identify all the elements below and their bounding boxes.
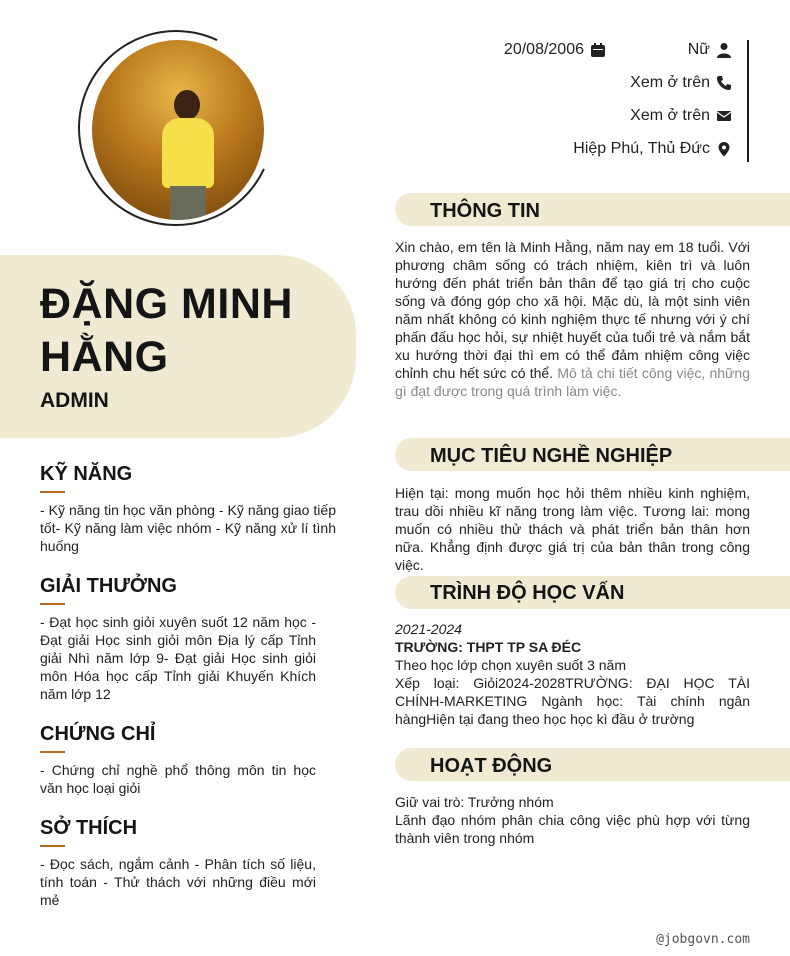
phone-text: Xem ở trên bbox=[630, 74, 710, 91]
awards-title: GIẢI THƯỞNG bbox=[40, 575, 177, 597]
certificates-text: - Chứng chỉ nghề phổ thông môn tin học văn học loại giỏi bbox=[40, 762, 316, 796]
education-school: TRƯỜNG: THPT TP SA ĐÉC bbox=[395, 639, 582, 655]
hobbies-underline bbox=[40, 845, 65, 847]
certificates-title: CHỨNG CHỈ bbox=[40, 723, 156, 745]
skills-title: KỸ NĂNG bbox=[40, 463, 133, 485]
candidate-role: ADMIN bbox=[40, 389, 109, 412]
education-title: TRÌNH ĐỘ HỌC VẤN bbox=[430, 582, 625, 604]
education-line1: Theo học lớp chọn xuyên suốt 3 năm bbox=[395, 657, 626, 673]
hobbies-text: - Đọc sách, ngắm cảnh - Phân tích số liệu, tính toán - Thử thách với những điều mới mẻ bbox=[40, 856, 316, 908]
activities-line2: Lãnh đạo nhóm phân chia công việc phù hợp với từng thành viên trong nhóm bbox=[395, 812, 750, 846]
email-row bbox=[630, 107, 732, 125]
phone-icon bbox=[716, 75, 732, 91]
skills-text: - Kỹ năng tin học văn phòng - Kỹ năng giao tiếp tốt- Kỹ năng làm việc nhóm - Kỹ năng xử lí tình huống bbox=[40, 502, 336, 554]
candidate-name: ĐẶNG MINH HẰNG bbox=[40, 280, 293, 381]
activities-title: HOẠT ĐỘNG bbox=[430, 755, 553, 777]
profile-photo bbox=[92, 40, 264, 220]
activities-line1: Giữ vai trò: Trưởng nhóm bbox=[395, 794, 554, 810]
mail-icon bbox=[716, 108, 732, 124]
education-line2: Xếp loại: Giỏi2024-2028TRƯỜNG: ĐẠI HỌC TÀI CHÍNH-MARKETING Ngành học: Tài chính ngân hàngHiện tại đang theo học học kì đầu ở trường bbox=[395, 675, 750, 727]
location-icon bbox=[716, 141, 732, 157]
education-period: 2021-2024 bbox=[395, 621, 462, 637]
awards-text: - Đạt học sinh giỏi xuyên suốt 12 năm học - Đạt giải Học sinh giỏi môn Địa lý cấp Tỉnh giải Nhì năm lớp 9- Đạt giải Học sinh giỏi môn Hóa học cấp Tỉnh giải Khuyến Khích năm lớp 12 bbox=[40, 614, 316, 702]
objective-text: Hiện tại: mong muốn học hỏi thêm nhiều kinh nghiệm, trau dồi nhiều kĩ năng trong làm việc. Tương lai: mong muốn có nhiều thử thách và phát triển bản thân hơn nữa. Khẳng định được giá trị của bản thân trong công việc. bbox=[395, 485, 750, 573]
calendar-icon bbox=[590, 42, 606, 58]
info-body: Xin chào, em tên là Minh Hằng, năm nay em 18 tuổi. Với phương châm sống có trách nhiệm, kiên trì và luôn hướng đến phát triển bản thân để tạo giá trị cho cuộc sống và đóng góp cho xã hội. Mặc dù, là một sinh viên năm nhất không có kinh nghiệm thực tế nhưng với ý chí phấn đấu học hỏi, sự nhiệt huyết của tuổi trẻ và nắm bắt xu hướng thời đại thì em có thể đảm nhiệm công việc chỉnh chu hết sức có thể. bbox=[395, 239, 750, 381]
phone-row bbox=[630, 74, 732, 92]
address-row bbox=[573, 140, 732, 158]
info-title: THÔNG TIN bbox=[430, 200, 540, 222]
info-placeholder: Mô tả chi tiết công việc, những gì đạt được trong quá trình làm việc. bbox=[395, 365, 750, 399]
info-text bbox=[395, 238, 750, 400]
hobbies-title: SỞ THÍCH bbox=[40, 817, 138, 839]
awards-underline bbox=[40, 603, 65, 605]
birthdate-text: 20/08/2006 bbox=[503, 41, 584, 58]
gender-row bbox=[688, 41, 732, 59]
certificates-underline bbox=[40, 751, 65, 753]
gender-text: Nữ bbox=[687, 41, 710, 58]
footer-watermark: @jobgovn.com bbox=[656, 932, 750, 947]
activities-block bbox=[395, 793, 750, 847]
birthdate-row bbox=[504, 41, 606, 59]
person-icon bbox=[716, 42, 732, 58]
contact-divider bbox=[747, 40, 749, 162]
skills-underline bbox=[40, 491, 65, 493]
address-text: Hiệp Phú, Thủ Đức bbox=[573, 140, 710, 157]
education-block bbox=[395, 620, 750, 728]
objective-title: MỤC TIÊU NGHỀ NGHIỆP bbox=[430, 445, 673, 467]
email-text: Xem ở trên bbox=[630, 107, 710, 124]
